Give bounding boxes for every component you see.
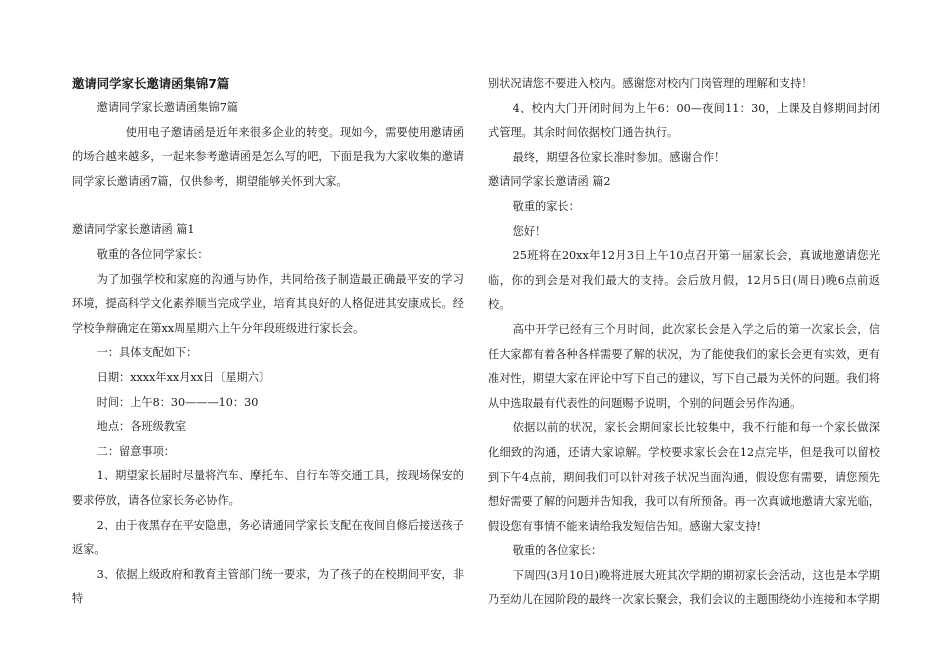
place-line: 地点：各班级教室 [96, 420, 187, 434]
date-line: 日期：xxxx年xx月xx日〔星期六〕 [96, 370, 271, 384]
note-3-continued: 别状况请您不要进入校内。感谢您对校内门岗管理的理解和支持！ [488, 77, 813, 90]
section-2-greeting: 敬重的家长： [512, 199, 580, 213]
document-subtitle: 邀请同学家长邀请函集锦7篇 [96, 101, 238, 114]
section-2-hello: 您好！ [512, 224, 547, 238]
left-column [72, 72, 464, 612]
section-2-heading: 邀请同学家长邀请函 篇2 [488, 175, 611, 189]
section-2-paragraph-1: 25班将在20xx年12月3日上午10点召开第一届家长会，真诚地邀请您光临，你的到会是对我们最大的支持。会后放月假，12月5日(周日)晚6点前返校。 [488, 249, 880, 312]
arrangement-title: 一：具体支配如下： [96, 346, 198, 360]
section-1-heading: 邀请同学家长邀请函 篇1 [72, 223, 195, 237]
section-1-body: 为了加强学校和家庭的沟通与协作，共同给孩子制造最正确最平安的学习环境，提高科学文化素养顺当完成学业，培育其良好的人格促进其安康成长。经学校争辩确定在第xx周星期六上午分年段班级进行家长会。 [72, 272, 464, 335]
section-3-paragraph-1: 下周四(3月10日)晚将进展大班其次学期的期初家长会活动，这也是本学期乃至幼儿在园阶段的最终一次家长聚会，我们会议的主题围绕幼小连接和本学期 [488, 568, 880, 607]
time-line: 时间：上午8：30———10：30 [96, 395, 259, 409]
note-2: 2、由于夜黑存在平安隐患，务必请通同学家长支配在夜间自修后接送孩子返家。 [72, 518, 464, 557]
section-1-closing: 最终，期望各位家长准时参加。感谢合作！ [512, 150, 726, 164]
note-1: 1、期望家长届时尽量将汽车、摩托车、自行车等交通工具，按现场保安的要求停放，请各位家长务必协作。 [72, 469, 464, 507]
section-2-paragraph-3: 依据以前的状况，家长会期间家长比较集中，我不行能和每一个家长做深化细致的沟通，还请大家谅解。学校要求家长会在12点完毕，但是我可以留校到下午4点前，期间我们可以针对孩子状况当面沟通，假设您有需要，请您预先想好需要了解的问题并告知我，我可以有所预备。再一次真诚地邀请大家光临，假设您有事情不能来请给我发短信告知。感谢大家支持! [488, 421, 880, 533]
notes-title: 二：留意事项： [96, 444, 175, 458]
section-2-paragraph-2: 高中开学已经有三个月时间，此次家长会是入学之后的第一次家长会，信任大家都有着各种各样需要了解的状况，为了能使我们的家长会更有实效，更有准对性，期望大家在评论中写下自己的建议，写下自己最为关怀的问题。我们将从中选取最有代表性的问题赐予说明，个别的问题会另作沟通。 [488, 322, 880, 410]
section-3-greeting: 敬重的各位家长： [512, 544, 603, 558]
document-title: 邀请同学家长邀请函集锦7篇 [72, 76, 230, 91]
section-1-greeting: 敬重的各位同学家长： [96, 247, 209, 261]
note-3: 3、依据上级政府和教育主管部门统一要求，为了孩子的在校期间平安，非特 [72, 567, 464, 606]
intro-paragraph: 使用电子邀请函是近年来很多企业的转变。现如今，需要使用邀请函的场合越来越多，一起来参考邀请函是怎么写的吧，下面是我为大家收集的邀请同学家长邀请函7篇，仅供参考，期望能够关怀到大家。 [72, 125, 464, 188]
right-column [488, 72, 880, 613]
note-4: 4、校内大门开闭时间为上午6：00—夜间11：30，上课及自修期间封闭式管理。其余时间依据校门通告执行。 [488, 101, 880, 140]
